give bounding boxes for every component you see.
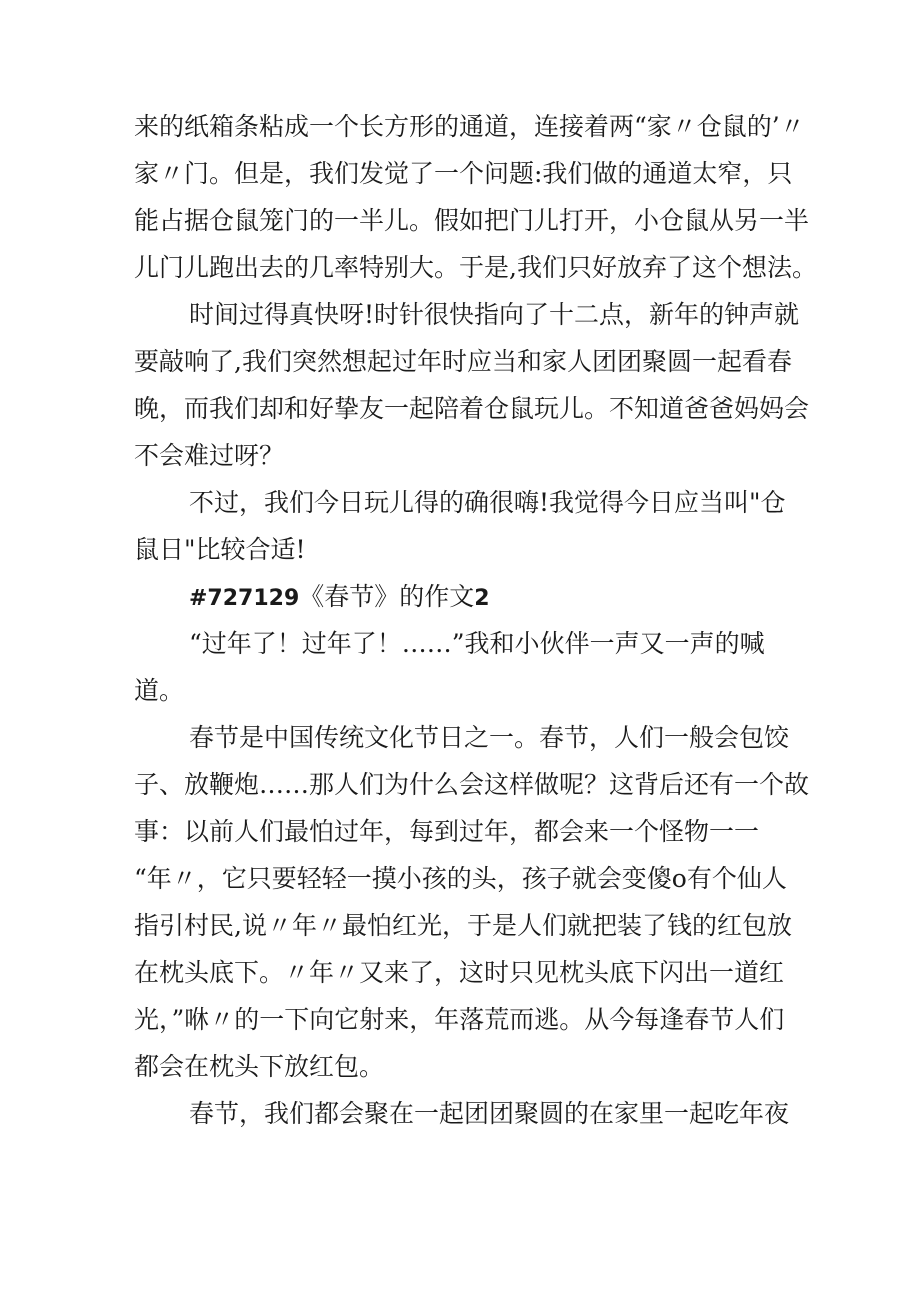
heading-prefix: #727129 [189, 586, 300, 611]
heading-title: 《春节》的作文 [299, 582, 475, 611]
heading-number: 2 [474, 586, 490, 611]
text-line: 来的纸箱条粘成一个长方形的通道，连接着两“家〃仓鼠的’〃 [134, 112, 805, 141]
text-line: 要敲响了,我们突然想起过年时应当和家人团团聚圆一起看春 [134, 347, 792, 376]
text-line: 在枕头底下。〃年〃又来了，这时只见枕头底下闪出一道红 [134, 958, 785, 987]
text-line: 都会在枕头下放红包。 [134, 1052, 385, 1081]
text-line: 不会难过呀？ [134, 441, 285, 470]
text-line: 事：以前人们最怕过年，每到过年，都会来一个怪物一一 [134, 817, 760, 846]
paragraph-start-line: 时间过得真快呀!时针很快指向了十二点，新年的钟声就 [189, 300, 800, 329]
text-line: 子、放鞭炮……那人们为什么会这样做呢？这背后还有一个故 [134, 770, 810, 799]
text-line: 鼠日"比较合适! [134, 535, 306, 564]
text-line: 儿门儿跑出去的几率特别大。于是,我们只好放弃了这个想法。 [134, 253, 817, 282]
text-line: 光，”咻〃的一下向它射来，年落荒而逃。从今每逢春节人们 [134, 1005, 785, 1034]
paragraph-start-line: 春节是中国传统文化节日之一。春节，人们一般会包饺 [189, 723, 790, 752]
text-line: 道。 [134, 676, 185, 705]
paragraph-start-line: “过年了！过年了！……”我和小伙伴一声又一声的喊 [189, 629, 765, 658]
text-line: 家〃门。但是，我们发觉了一个问题:我们做的通道太窄，只 [134, 159, 793, 188]
text-line: 能占据仓鼠笼门的一半儿。假如把门儿打开，小仓鼠从另一半 [134, 206, 810, 235]
section-heading [134, 573, 794, 620]
text-line: 晚，而我们却和好挚友一起陪着仓鼠玩儿。不知道爸爸妈妈会 [134, 394, 810, 423]
text-line: 指引村民,说〃年〃最怕红光，于是人们就把装了钱的红包放 [134, 911, 792, 940]
text-line: “年〃，它只要轻轻一摸小孩的头，孩子就会变傻o有个仙人 [134, 864, 787, 893]
paragraph-start-line: 春节，我们都会聚在一起团团聚圆的在家里一起吃年夜 [189, 1099, 790, 1128]
essay-body [134, 103, 817, 1137]
paragraph-start-line: 不过，我们今日玩儿得的确很嗨!我觉得今日应当叫"仓 [189, 488, 786, 517]
